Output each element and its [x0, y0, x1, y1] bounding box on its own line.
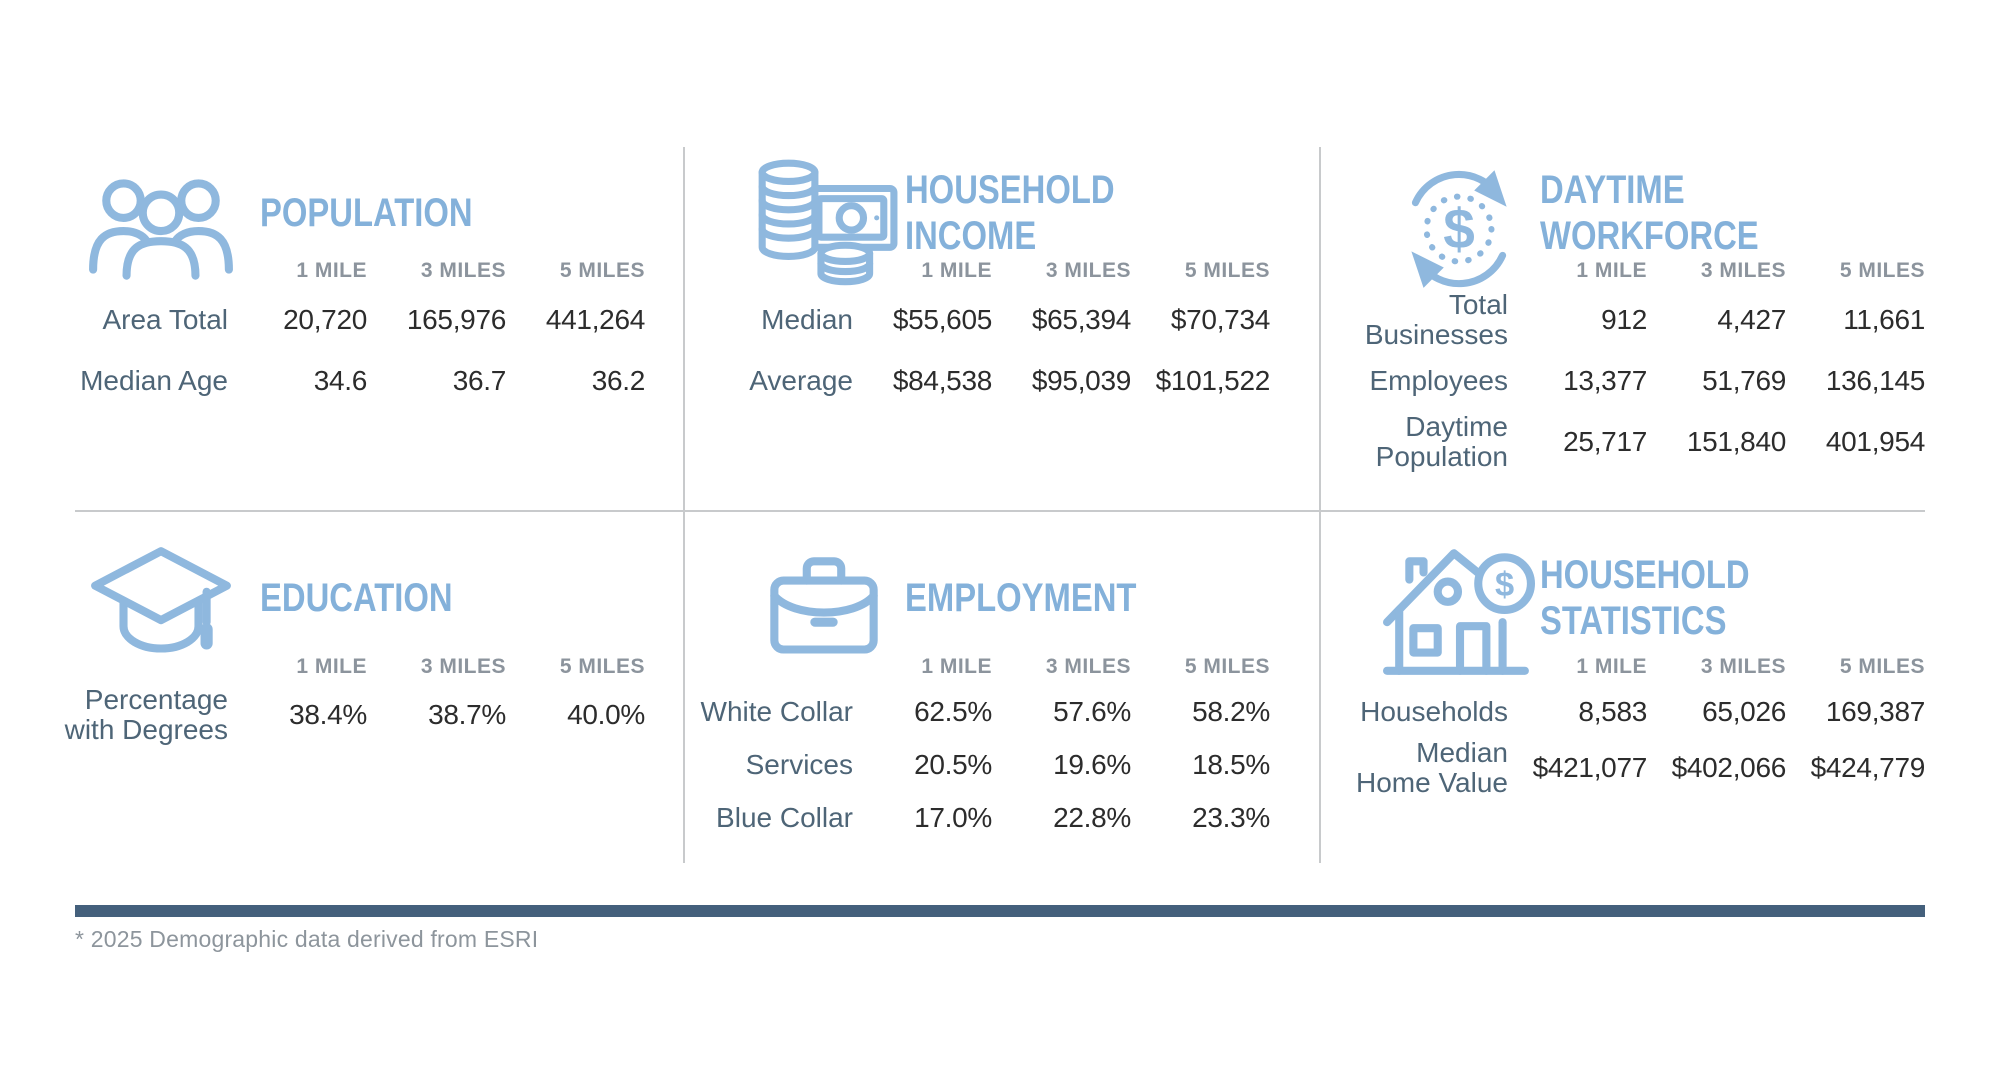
table-header-row [55, 253, 645, 289]
row-label: Average [749, 364, 853, 396]
cell-value: 151,840 [1686, 425, 1786, 457]
panel-title: POPULATION [260, 191, 473, 235]
cell-value: 165,976 [406, 303, 506, 335]
column-header: 1 MILE [1576, 259, 1647, 282]
panel-population [55, 145, 645, 515]
cell-value: $95,039 [1031, 364, 1131, 396]
cell-value: $421,077 [1532, 752, 1647, 783]
cell-value: 19.6% [1053, 748, 1131, 780]
cell-value: 25,717 [1563, 425, 1647, 457]
cell-value: 62.5% [914, 695, 992, 727]
cell-value: 23.3% [1192, 801, 1270, 833]
panel-household-income [680, 145, 1270, 515]
column-header: 5 MILES [1839, 655, 1925, 678]
column-header: 5 MILES [559, 259, 645, 282]
panel-title: EMPLOYMENT [905, 576, 1137, 620]
table-row [55, 350, 645, 411]
cell-value: 169,387 [1825, 695, 1925, 727]
column-header: 1 MILE [296, 655, 367, 678]
table-header-row [680, 649, 1270, 685]
cell-value: 4,427 [1717, 303, 1786, 335]
row-label: Median [761, 303, 853, 335]
column-header: 1 MILE [921, 655, 992, 678]
panel-table [55, 253, 645, 411]
row-label: White Collar [700, 695, 853, 727]
vertical-divider [1319, 147, 1321, 863]
panel-household-statistics [1335, 530, 1925, 900]
cell-value: 36.2 [591, 364, 645, 396]
table-row [680, 685, 1270, 738]
panel-table [680, 649, 1270, 844]
column-header: 3 MILES [1700, 259, 1786, 282]
horizontal-divider [75, 510, 1925, 512]
row-label: Households [1360, 695, 1508, 727]
svg-text:$: $ [1443, 198, 1475, 262]
table-header-row [55, 649, 645, 685]
cell-value: $70,734 [1170, 303, 1270, 335]
cell-value: 57.6% [1053, 695, 1131, 727]
cell-value: 34.6 [313, 364, 367, 396]
column-header: 3 MILES [1045, 259, 1131, 282]
column-header: 3 MILES [420, 259, 506, 282]
vertical-divider [683, 147, 685, 863]
panel-employment [680, 530, 1270, 900]
panel-title: HOUSEHOLD STATISTICS [1540, 553, 1750, 643]
cell-value: 441,264 [545, 303, 645, 335]
column-header: 1 MILE [921, 259, 992, 282]
table-row [1335, 411, 1925, 472]
column-header: 5 MILES [1184, 655, 1270, 678]
cell-value: $402,066 [1671, 752, 1786, 783]
cell-value: $101,522 [1155, 364, 1270, 396]
table-header-row [680, 253, 1270, 289]
footer-accent-bar [75, 905, 1925, 917]
cell-value: $84,538 [892, 364, 992, 396]
panel-education [55, 530, 645, 900]
cell-value: $65,394 [1031, 303, 1131, 335]
cell-value: 912 [1601, 303, 1647, 335]
cell-value: 38.4% [289, 699, 367, 730]
table-row [1335, 737, 1925, 798]
panel-daytime-workforce [1335, 145, 1925, 515]
cell-value: 17.0% [914, 801, 992, 833]
cell-value: 58.2% [1192, 695, 1270, 727]
row-label: Daytime Population [1375, 410, 1508, 472]
table-header-row [1335, 649, 1925, 685]
table-row [680, 289, 1270, 350]
row-label: Median Home Value [1355, 737, 1508, 798]
table-row [55, 684, 645, 745]
svg-text:$: $ [1495, 565, 1515, 604]
cell-value: 65,026 [1702, 695, 1786, 727]
table-header-row [1335, 253, 1925, 289]
footer-note: * 2025 Demographic data derived from ESRI [75, 926, 539, 952]
cell-value: $55,605 [892, 303, 992, 335]
row-label: Area Total [102, 303, 228, 335]
column-header: 5 MILES [1184, 259, 1270, 282]
table-row [680, 738, 1270, 791]
table-row [1335, 350, 1925, 411]
cell-value: $424,779 [1810, 752, 1925, 783]
panel-title: DAYTIME WORKFORCE [1540, 168, 1759, 258]
table-row [680, 791, 1270, 844]
cell-value: 51,769 [1702, 364, 1786, 396]
table-row [1335, 685, 1925, 738]
cell-value: 11,661 [1843, 303, 1925, 335]
column-header: 3 MILES [1700, 655, 1786, 678]
panel-table [55, 649, 645, 745]
cell-value: 20,720 [283, 303, 367, 335]
cell-value: 40.0% [567, 699, 645, 730]
table-row [1335, 289, 1925, 350]
cell-value: 13,377 [1563, 364, 1647, 396]
table-row [680, 350, 1270, 411]
panel-table [1335, 649, 1925, 798]
panel-table [1335, 253, 1925, 472]
cell-value: 22.8% [1053, 801, 1131, 833]
row-label: Median Age [80, 364, 228, 396]
panel-title: HOUSEHOLD INCOME [905, 168, 1115, 258]
panel-title: EDUCATION [260, 576, 453, 620]
cell-value: 401,954 [1825, 425, 1925, 457]
column-header: 3 MILES [1045, 655, 1131, 678]
column-header: 1 MILE [296, 259, 367, 282]
row-label: Services [745, 748, 853, 780]
column-header: 3 MILES [420, 655, 506, 678]
cell-value: 136,145 [1825, 364, 1925, 396]
cell-value: 38.7% [428, 699, 506, 730]
column-header: 1 MILE [1576, 655, 1647, 678]
cell-value: 18.5% [1192, 748, 1270, 780]
cell-value: 36.7 [452, 364, 506, 396]
cell-value: 20.5% [914, 748, 992, 780]
row-label: Total Businesses [1364, 288, 1508, 350]
row-label: Blue Collar [716, 801, 853, 833]
column-header: 5 MILES [559, 655, 645, 678]
row-label: Percentage with Degrees [64, 684, 228, 745]
panel-table [680, 253, 1270, 411]
table-row [55, 289, 645, 350]
row-label: Employees [1369, 364, 1508, 396]
column-header: 5 MILES [1839, 259, 1925, 282]
cell-value: 8,583 [1578, 695, 1647, 727]
